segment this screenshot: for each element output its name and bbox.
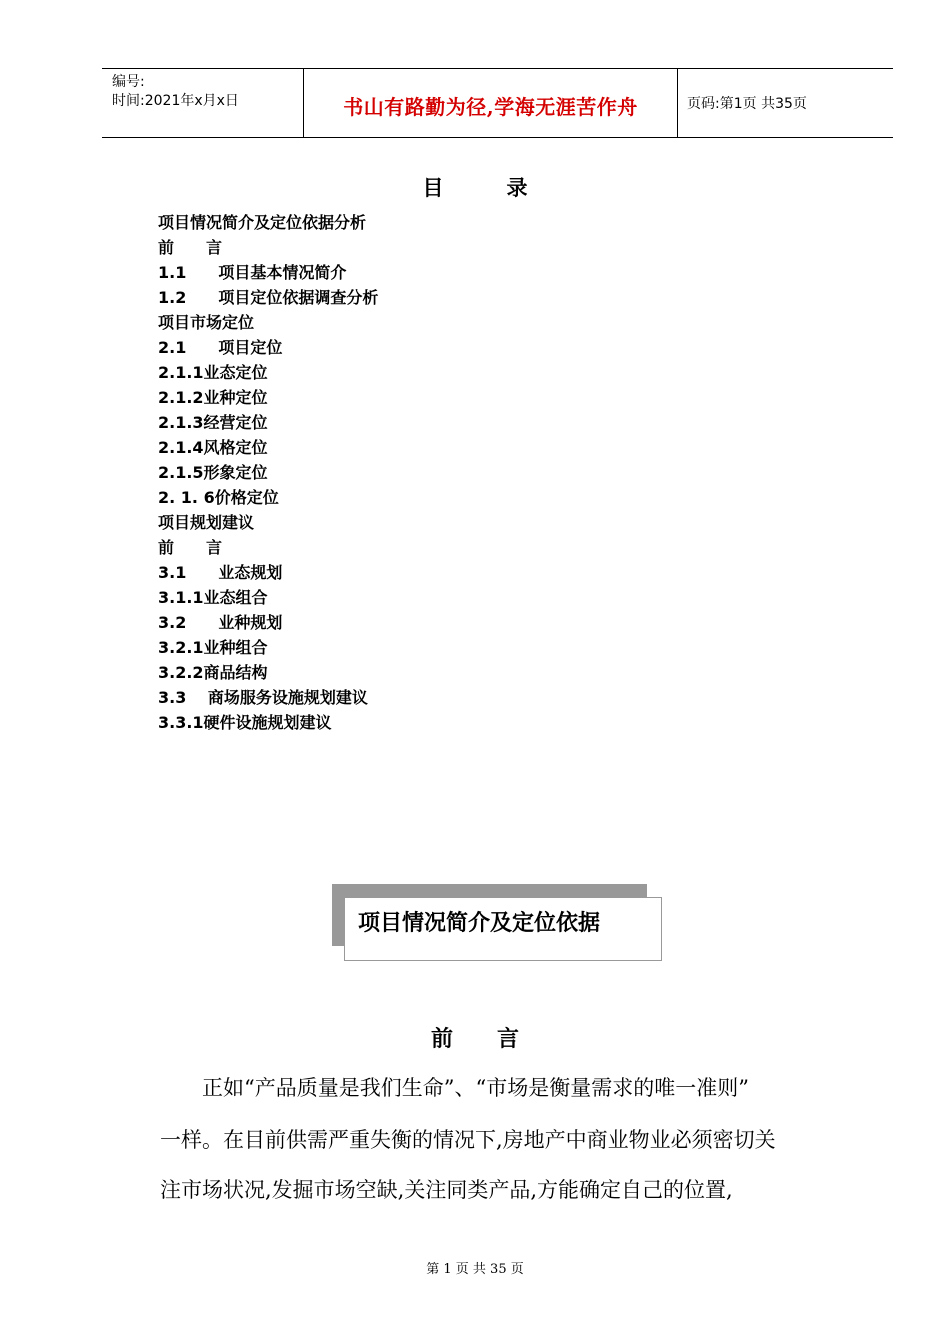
page-header <box>102 68 893 138</box>
toc-item[interactable]: 前 言 <box>158 238 223 257</box>
toc-item[interactable]: 2.1.1业态定位 <box>158 363 268 382</box>
paragraph-line: 一样。在目前供需严重失衡的情况下,房地产中商业物业必须密切关 <box>160 1128 776 1152</box>
toc-item[interactable]: 前 言 <box>158 538 223 557</box>
header-motto: 书山有路勤为径,学海无涯苦作舟 <box>343 95 638 119</box>
toc-title: 目 录 <box>422 176 528 200</box>
toc-item[interactable]: 项目市场定位 <box>158 313 255 332</box>
toc-item[interactable]: 项目情况简介及定位依据分析 <box>158 213 367 232</box>
section-box-title: 项目情况简介及定位依据 <box>358 911 601 936</box>
toc-item[interactable]: 3.2 业种规划 <box>158 613 283 632</box>
header-page-info: 页码:第1页 共35页 <box>687 96 807 112</box>
header-meta <box>112 73 239 111</box>
section-title-box <box>344 897 662 961</box>
toc-item[interactable]: 1.2 项目定位依据调查分析 <box>158 288 379 307</box>
toc-item[interactable]: 2.1.2业种定位 <box>158 388 268 407</box>
toc-item[interactable]: 3.3.1硬件设施规划建议 <box>158 713 332 732</box>
page-footer: 第 1 页 共 35 页 <box>426 1262 524 1277</box>
toc-item[interactable]: 3.2.2商品结构 <box>158 663 268 682</box>
header-divider <box>303 69 304 137</box>
toc-item[interactable]: 3.1.1业态组合 <box>158 588 268 607</box>
toc-item[interactable]: 2.1.3经营定位 <box>158 413 268 432</box>
toc-item[interactable]: 2. 1. 6价格定位 <box>158 488 279 507</box>
toc-item[interactable]: 项目规划建议 <box>158 513 255 532</box>
paragraph-line: 正如“产品质量是我们生命”、“市场是衡量需求的唯一准则” <box>160 1076 749 1100</box>
code-label: 编号: <box>112 74 145 90</box>
toc-item[interactable]: 3.2.1业种组合 <box>158 638 268 657</box>
paragraph-line: 注市场状况,发掘市场空缺,关注同类产品,方能确定自己的位置, <box>160 1178 733 1202</box>
toc-item[interactable]: 2.1.4风格定位 <box>158 438 268 457</box>
toc-item[interactable]: 2.1 项目定位 <box>158 338 283 357</box>
header-divider <box>677 69 678 137</box>
toc-item[interactable]: 3.3 商场服务设施规划建议 <box>158 688 368 707</box>
toc-item[interactable]: 3.1 业态规划 <box>158 563 283 582</box>
toc-item[interactable]: 2.1.5形象定位 <box>158 463 268 482</box>
table-of-contents <box>158 210 378 735</box>
section-heading: 前 言 <box>430 1027 519 1052</box>
time-label: 时间:2021年x月x日 <box>112 93 239 109</box>
toc-item[interactable]: 1.1 项目基本情况简介 <box>158 263 347 282</box>
